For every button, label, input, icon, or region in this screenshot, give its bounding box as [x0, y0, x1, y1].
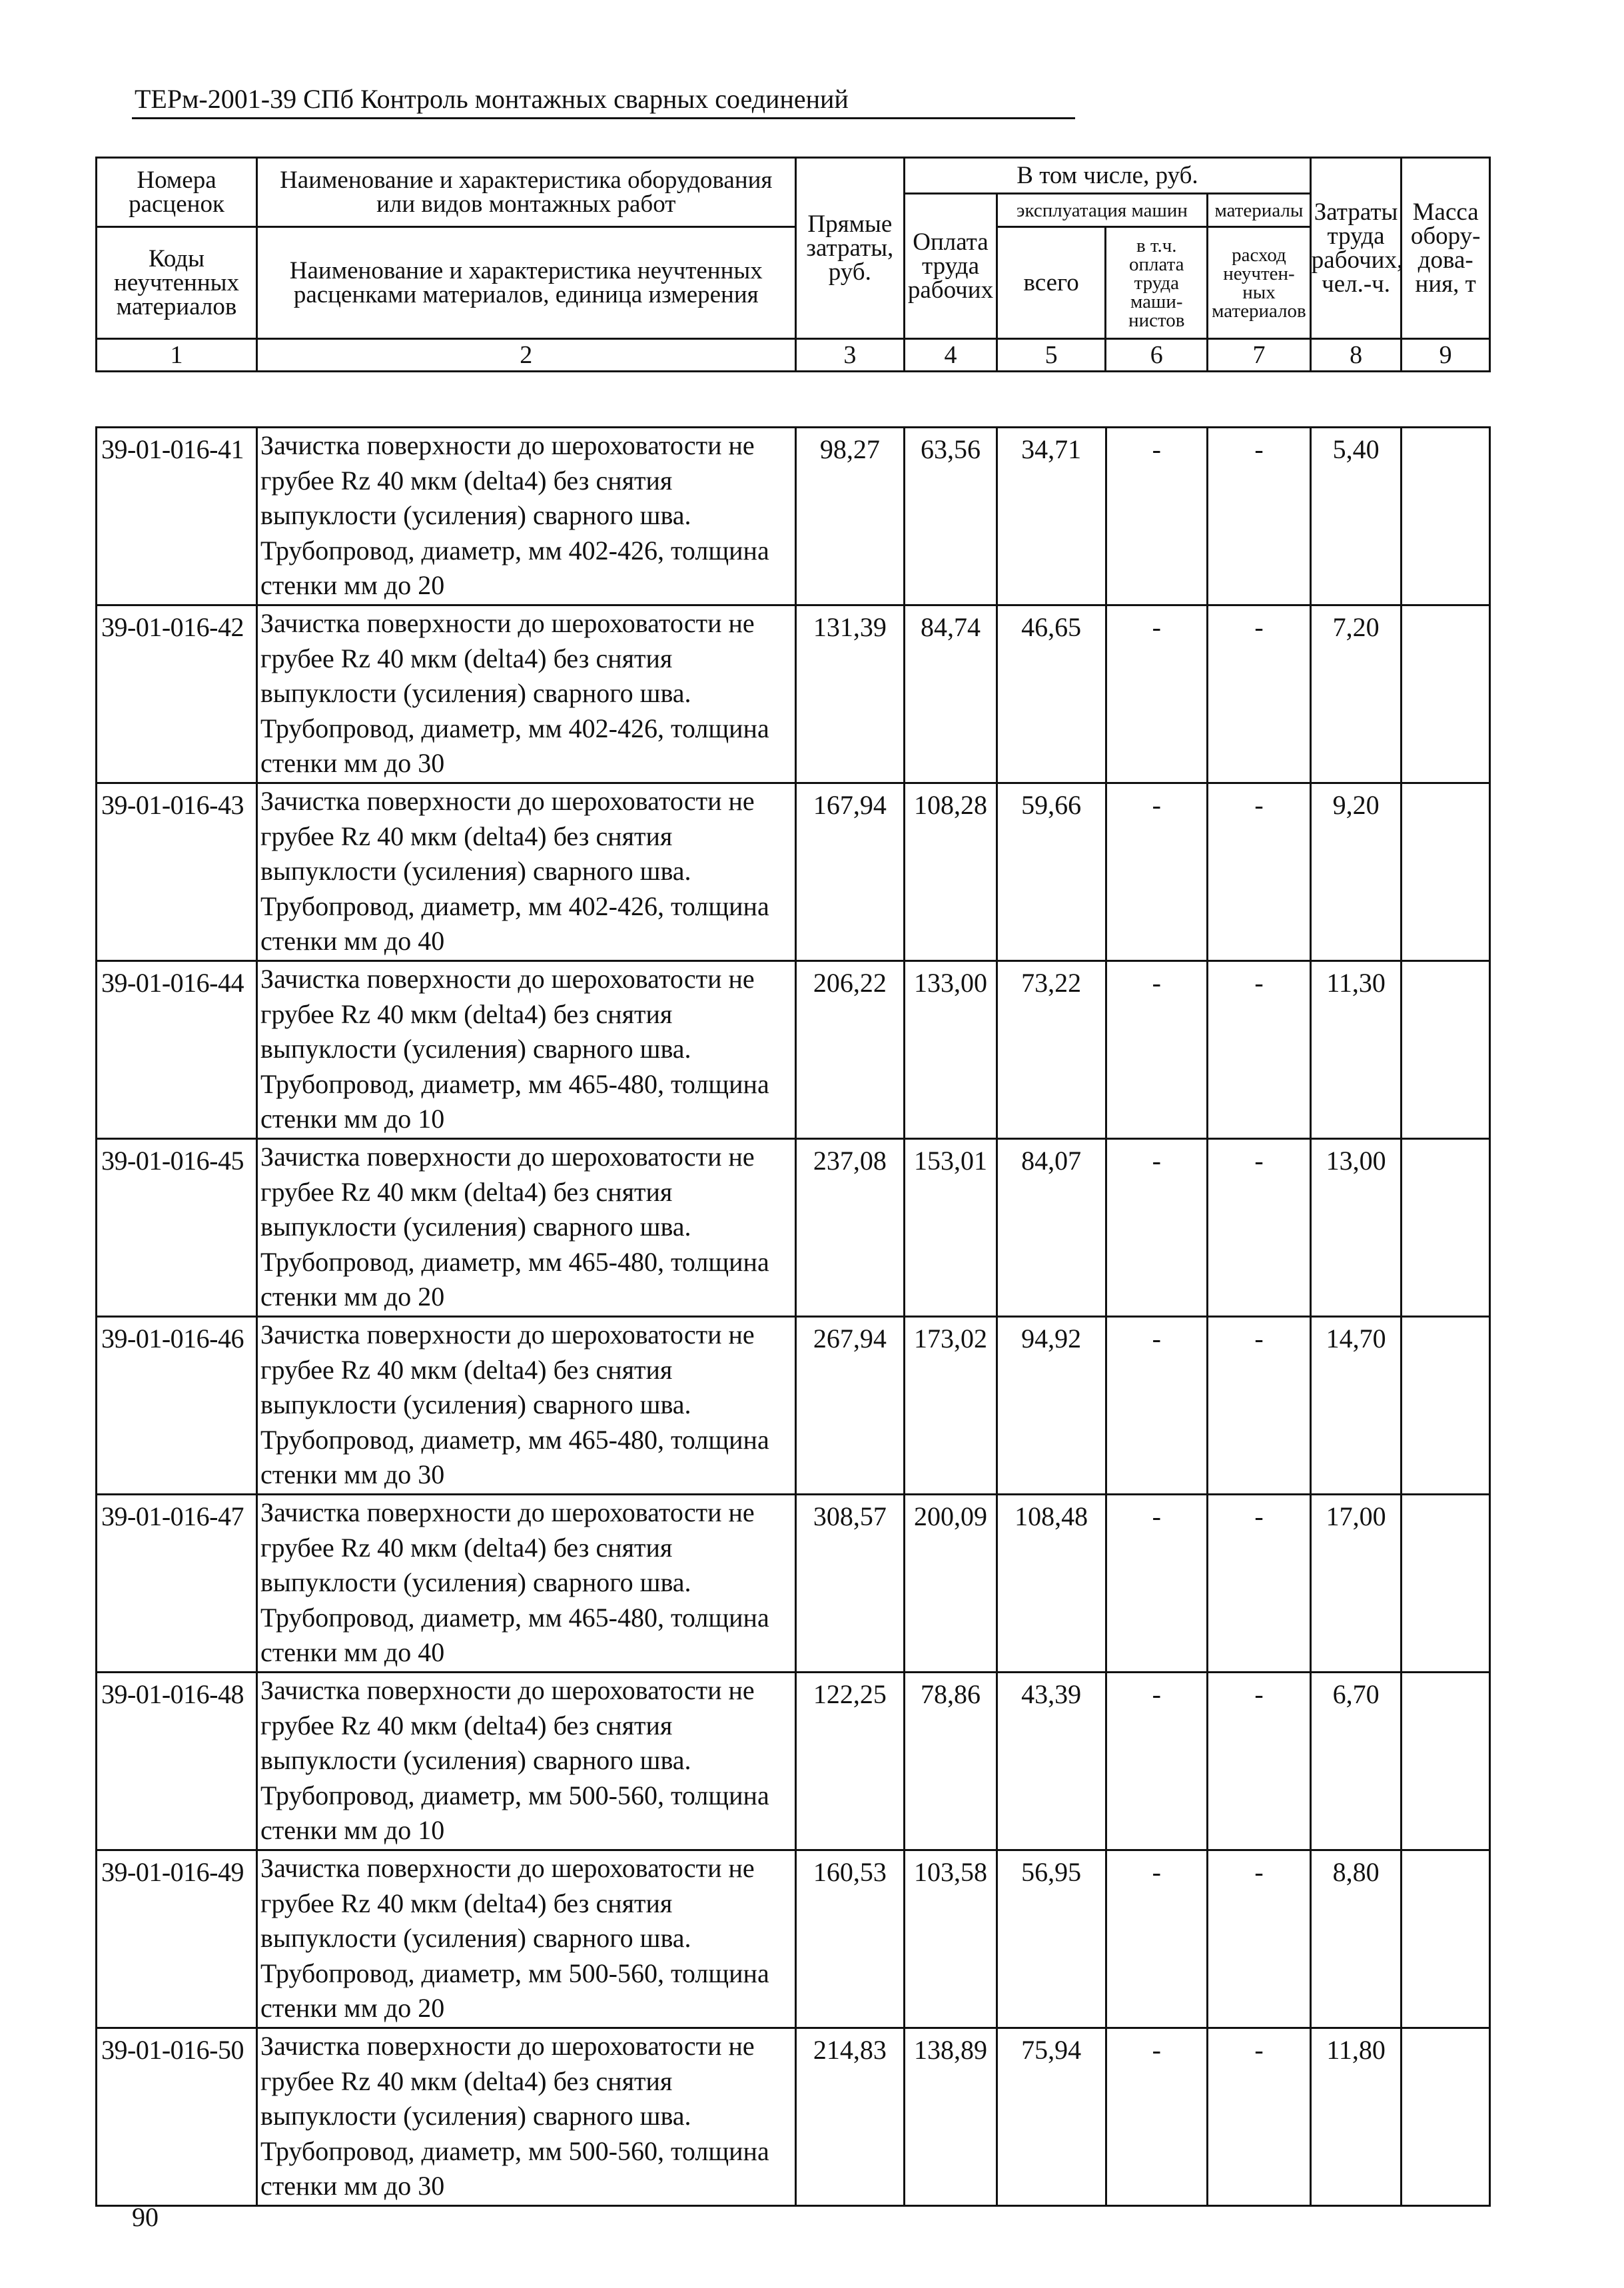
machines-total: 34,71 [997, 428, 1106, 605]
rate-code: 39-01-016-50 [97, 2028, 257, 2206]
machines-total: 94,92 [997, 1317, 1106, 1495]
worker-wages: 78,86 [905, 1673, 997, 1850]
labor-costs: 8,80 [1310, 1850, 1402, 2028]
worker-wages: 138,89 [905, 2028, 997, 2206]
table-row [97, 428, 1490, 605]
direct-costs: 308,57 [795, 1495, 905, 1673]
machines-total: 108,48 [997, 1495, 1106, 1673]
direct-costs: 122,25 [795, 1673, 905, 1850]
materials-usage: - [1208, 1673, 1311, 1850]
labor-costs: 13,00 [1310, 1139, 1402, 1317]
table-row [97, 2028, 1490, 2206]
labor-costs: 14,70 [1310, 1317, 1402, 1495]
labor-costs: 7,20 [1310, 605, 1402, 783]
work-description: Зачистка поверхности до шероховатости не грубее Rz 40 мкм (delta4) без снятия выпуклости (усиления) сварного шва. Трубопровод, диаметр, мм 465-480, толщина стенки мм до 30 [257, 1317, 795, 1495]
table-header [95, 157, 1491, 372]
equipment-mass [1402, 428, 1490, 605]
column-number: 1 [97, 339, 257, 372]
column-number: 7 [1208, 339, 1311, 372]
labor-costs: 11,30 [1310, 961, 1402, 1139]
rate-code: 39-01-016-48 [97, 1673, 257, 1850]
column-number: 6 [1106, 339, 1208, 372]
machinist-wages: - [1106, 2028, 1208, 2206]
machinist-wages: - [1106, 605, 1208, 783]
direct-costs: 131,39 [795, 605, 905, 783]
worker-wages: 200,09 [905, 1495, 997, 1673]
table-row [97, 1495, 1490, 1673]
rate-code: 39-01-016-47 [97, 1495, 257, 1673]
column-number: 2 [257, 339, 795, 372]
column-number: 9 [1402, 339, 1490, 372]
machinist-wages: - [1106, 1673, 1208, 1850]
worker-wages: 133,00 [905, 961, 997, 1139]
table-row [97, 1673, 1490, 1850]
direct-costs: 237,08 [795, 1139, 905, 1317]
rate-code: 39-01-016-43 [97, 783, 257, 961]
header-col1-top: Номера расценок [97, 158, 257, 227]
machines-total: 73,22 [997, 961, 1106, 1139]
column-number: 5 [997, 339, 1106, 372]
work-description: Зачистка поверхности до шероховатости не грубее Rz 40 мкм (delta4) без снятия выпуклости (усиления) сварного шва. Трубопровод, диаметр, мм 500-560, толщина стенки мм до 30 [257, 2028, 795, 2206]
materials-usage: - [1208, 428, 1311, 605]
equipment-mass [1402, 783, 1490, 961]
direct-costs: 267,94 [795, 1317, 905, 1495]
equipment-mass [1402, 1673, 1490, 1850]
table-row [97, 1139, 1490, 1317]
header-materials: материалы [1208, 194, 1311, 227]
materials-usage: - [1208, 1495, 1311, 1673]
machinist-wages: - [1106, 1495, 1208, 1673]
page-number: 90 [132, 2202, 159, 2232]
labor-costs: 9,20 [1310, 783, 1402, 961]
machinist-wages: - [1106, 961, 1208, 1139]
header-col9: Масса обору-дова-ния, т [1402, 158, 1490, 339]
work-description: Зачистка поверхности до шероховатости не грубее Rz 40 мкм (delta4) без снятия выпуклости (усиления) сварного шва. Трубопровод, диаметр, мм 500-560, толщина стенки мм до 10 [257, 1673, 795, 1850]
column-number: 4 [905, 339, 997, 372]
labor-costs: 6,70 [1310, 1673, 1402, 1850]
title-rule [132, 117, 1075, 119]
column-number: 8 [1310, 339, 1402, 372]
machinist-wages: - [1106, 428, 1208, 605]
equipment-mass [1402, 1139, 1490, 1317]
machines-total: 46,65 [997, 605, 1106, 783]
work-description: Зачистка поверхности до шероховатости не грубее Rz 40 мкм (delta4) без снятия выпуклости (усиления) сварного шва. Трубопровод, диаметр, мм 465-480, толщина стенки мм до 20 [257, 1139, 795, 1317]
worker-wages: 103,58 [905, 1850, 997, 2028]
header-col6: в т.ч. оплата труда маши-нистов [1106, 227, 1208, 339]
header-col5: всего [997, 227, 1106, 339]
machinist-wages: - [1106, 1317, 1208, 1495]
rate-code: 39-01-016-42 [97, 605, 257, 783]
direct-costs: 214,83 [795, 2028, 905, 2206]
rate-code: 39-01-016-49 [97, 1850, 257, 2028]
column-number: 3 [795, 339, 905, 372]
work-description: Зачистка поверхности до шероховатости не грубее Rz 40 мкм (delta4) без снятия выпуклости (усиления) сварного шва. Трубопровод, диаметр, мм 402-426, толщина стенки мм до 20 [257, 428, 795, 605]
table-row [97, 961, 1490, 1139]
materials-usage: - [1208, 1139, 1311, 1317]
equipment-mass [1402, 1850, 1490, 2028]
rate-code: 39-01-016-45 [97, 1139, 257, 1317]
machines-total: 59,66 [997, 783, 1106, 961]
machines-total: 43,39 [997, 1673, 1106, 1850]
machinist-wages: - [1106, 1139, 1208, 1317]
direct-costs: 206,22 [795, 961, 905, 1139]
direct-costs: 98,27 [795, 428, 905, 605]
labor-costs: 17,00 [1310, 1495, 1402, 1673]
rate-code: 39-01-016-44 [97, 961, 257, 1139]
machines-total: 56,95 [997, 1850, 1106, 2028]
header-col2-bottom: Наименование и характеристика неучтенных расценками материалов, единица измерения [257, 227, 795, 339]
equipment-mass [1402, 961, 1490, 1139]
header-col1-bottom: Коды неучтенных материалов [97, 227, 257, 339]
rate-code: 39-01-016-41 [97, 428, 257, 605]
machines-total: 84,07 [997, 1139, 1106, 1317]
work-description: Зачистка поверхности до шероховатости не грубее Rz 40 мкм (delta4) без снятия выпуклости (усиления) сварного шва. Трубопровод, диаметр, мм 500-560, толщина стенки мм до 20 [257, 1850, 795, 2028]
header-col8: Затраты труда рабочих, чел.-ч. [1310, 158, 1402, 339]
work-description: Зачистка поверхности до шероховатости не грубее Rz 40 мкм (delta4) без снятия выпуклости (усиления) сварного шва. Трубопровод, диаметр, мм 402-426, толщина стенки мм до 40 [257, 783, 795, 961]
work-description: Зачистка поверхности до шероховатости не грубее Rz 40 мкм (delta4) без снятия выпуклости (усиления) сварного шва. Трубопровод, диаметр, мм 465-480, толщина стенки мм до 40 [257, 1495, 795, 1673]
header-machines: эксплуатация машин [997, 194, 1207, 227]
direct-costs: 160,53 [795, 1850, 905, 2028]
table-row [97, 1317, 1490, 1495]
worker-wages: 63,56 [905, 428, 997, 605]
equipment-mass [1402, 1317, 1490, 1495]
machinist-wages: - [1106, 783, 1208, 961]
materials-usage: - [1208, 605, 1311, 783]
rates-table [95, 426, 1491, 2207]
equipment-mass [1402, 2028, 1490, 2206]
machines-total: 75,94 [997, 2028, 1106, 2206]
header-col2-top: Наименование и характеристика оборудования или видов монтажных работ [257, 158, 795, 227]
materials-usage: - [1208, 1850, 1311, 2028]
worker-wages: 84,74 [905, 605, 997, 783]
labor-costs: 5,40 [1310, 428, 1402, 605]
equipment-mass [1402, 1495, 1490, 1673]
materials-usage: - [1208, 1317, 1311, 1495]
header-col7: расход неучтен-ных материалов [1208, 227, 1311, 339]
worker-wages: 173,02 [905, 1317, 997, 1495]
work-description: Зачистка поверхности до шероховатости не грубее Rz 40 мкм (delta4) без снятия выпуклости (усиления) сварного шва. Трубопровод, диаметр, мм 465-480, толщина стенки мм до 10 [257, 961, 795, 1139]
header-col4: Оплата труда рабочих [905, 194, 997, 339]
table-row [97, 605, 1490, 783]
worker-wages: 153,01 [905, 1139, 997, 1317]
labor-costs: 11,80 [1310, 2028, 1402, 2206]
rate-code: 39-01-016-46 [97, 1317, 257, 1495]
materials-usage: - [1208, 783, 1311, 961]
direct-costs: 167,94 [795, 783, 905, 961]
header-col3: Прямые затраты, руб. [795, 158, 905, 339]
materials-usage: - [1208, 961, 1311, 1139]
header-including: В том числе, руб. [905, 158, 1311, 194]
machinist-wages: - [1106, 1850, 1208, 2028]
equipment-mass [1402, 605, 1490, 783]
table-row [97, 1850, 1490, 2028]
materials-usage: - [1208, 2028, 1311, 2206]
work-description: Зачистка поверхности до шероховатости не грубее Rz 40 мкм (delta4) без снятия выпуклости (усиления) сварного шва. Трубопровод, диаметр, мм 402-426, толщина стенки мм до 30 [257, 605, 795, 783]
worker-wages: 108,28 [905, 783, 997, 961]
page-title: ТЕРм-2001-39 СПб Контроль монтажных сварных соединений [135, 84, 849, 114]
table-row [97, 783, 1490, 961]
